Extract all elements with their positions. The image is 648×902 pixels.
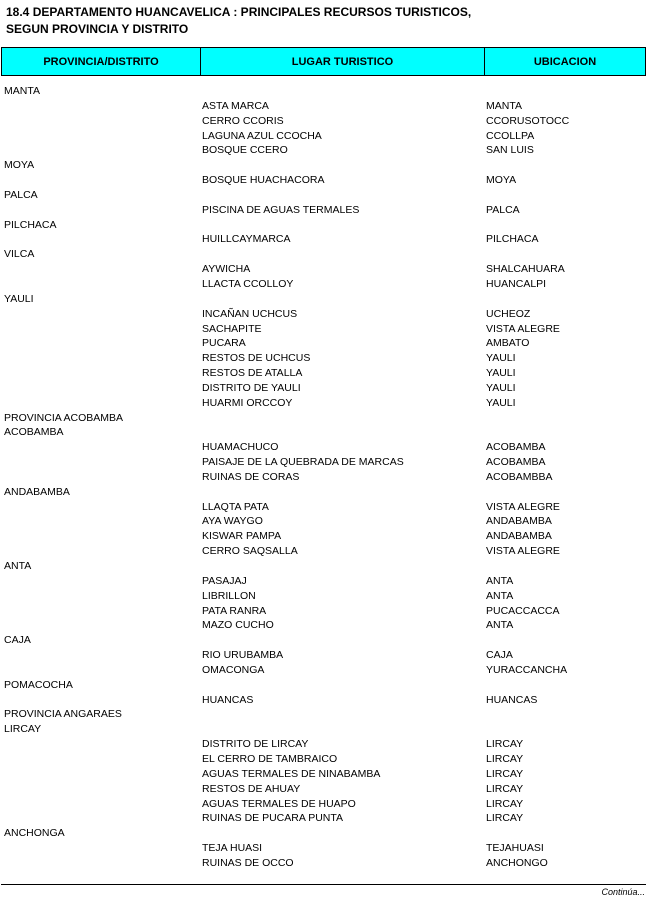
- cell-ubicacion: PILCHACA: [486, 233, 539, 246]
- cell-lugar: DISTRITO DE LIRCAY: [202, 738, 309, 751]
- table-row: [0, 826, 648, 841]
- cell-provincia: PALCA: [4, 188, 38, 201]
- cell-ubicacion: LIRCAY: [486, 738, 524, 751]
- table-row: [0, 158, 648, 173]
- table-row: [0, 574, 648, 589]
- table-row: [0, 767, 648, 782]
- table-row: [0, 856, 648, 871]
- cell-ubicacion: ANTA: [486, 574, 514, 587]
- cell-lugar: RESTOS DE ATALLA: [202, 367, 303, 380]
- table-row: [0, 559, 648, 574]
- table-row: [0, 351, 648, 366]
- cell-lugar: BOSQUE CCERO: [202, 144, 288, 157]
- cell-lugar: LLACTA CCOLLOY: [202, 277, 294, 290]
- cell-lugar: PATA RANRA: [202, 604, 267, 617]
- cell-ubicacion: YURACCANCHA: [486, 663, 568, 676]
- cell-lugar: PISCINA DE AGUAS TERMALES: [202, 203, 360, 216]
- cell-ubicacion: ANDABAMBA: [486, 530, 552, 543]
- cell-ubicacion: PUCACCACCA: [486, 604, 560, 617]
- cell-ubicacion: ACOBAMBBA: [486, 470, 553, 483]
- table-row: [0, 648, 648, 663]
- table-row: [0, 411, 648, 426]
- cell-lugar: EL CERRO DE TAMBRAICO: [202, 752, 338, 765]
- table-row: [0, 782, 648, 797]
- table-row: [0, 485, 648, 500]
- cell-provincia: PROVINCIA ACOBAMBA: [4, 411, 124, 424]
- cell-ubicacion: VISTA ALEGRE: [486, 322, 560, 335]
- table-row: [0, 173, 648, 188]
- cell-ubicacion: AMBATO: [486, 337, 530, 350]
- table-row: [0, 811, 648, 826]
- cell-provincia: PROVINCIA ANGARAES: [4, 708, 122, 721]
- cell-ubicacion: VISTA ALEGRE: [486, 545, 560, 558]
- cell-lugar: RESTOS DE AHUAY: [202, 782, 301, 795]
- cell-lugar: PASAJAJ: [202, 574, 247, 587]
- cell-ubicacion: ANDABAMBA: [486, 515, 552, 528]
- table-row: [0, 247, 648, 262]
- cell-provincia: PILCHACA: [4, 218, 57, 231]
- cell-lugar: RIO URUBAMBA: [202, 649, 284, 662]
- table-row: [0, 797, 648, 812]
- cell-lugar: ASTA MARCA: [202, 99, 269, 112]
- table-row: [0, 262, 648, 277]
- table-row: [0, 604, 648, 619]
- header-provincia: PROVINCIA/DISTRITO: [2, 48, 201, 75]
- cell-ubicacion: YAULI: [486, 352, 516, 365]
- cell-lugar: MAZO CUCHO: [202, 619, 274, 632]
- table-row: [0, 841, 648, 856]
- cell-lugar: RUINAS DE PUCARA PUNTA: [202, 812, 343, 825]
- cell-lugar: OMACONGA: [202, 663, 265, 676]
- table-row: [0, 203, 648, 218]
- cell-ubicacion: CCORUSOTOCC: [486, 114, 570, 127]
- cell-lugar: HUANCAS: [202, 693, 254, 706]
- table-row: [0, 678, 648, 693]
- table-row: [0, 188, 648, 203]
- cell-lugar: LLAQTA PATA: [202, 500, 269, 513]
- table-row: [0, 722, 648, 737]
- cell-ubicacion: ACOBAMBA: [486, 441, 546, 454]
- cell-ubicacion: SHALCAHUARA: [486, 263, 565, 276]
- cell-lugar: AYA WAYGO: [202, 515, 263, 528]
- cell-provincia: MOYA: [4, 159, 35, 172]
- table-row: [0, 544, 648, 559]
- table-row: [0, 366, 648, 381]
- cell-lugar: HUILLCAYMARCA: [202, 233, 291, 246]
- table-row: [0, 218, 648, 233]
- table-row: [0, 425, 648, 440]
- cell-ubicacion: VISTA ALEGRE: [486, 500, 560, 513]
- table-row: [0, 307, 648, 322]
- cell-lugar: CERRO SAQSALLA: [202, 545, 298, 558]
- cell-lugar: RUINAS DE CORAS: [202, 470, 300, 483]
- cell-lugar: INCAÑAN UCHCUS: [202, 307, 298, 320]
- table-row: [0, 470, 648, 485]
- table-row: [0, 143, 648, 158]
- cell-provincia: ANCHONGA: [4, 827, 65, 840]
- table-row: [0, 693, 648, 708]
- cell-provincia: POMACOCHA: [4, 678, 73, 691]
- table-body: [0, 84, 648, 871]
- cell-provincia: MANTA: [4, 85, 40, 97]
- table-row: [0, 707, 648, 722]
- table-row: [0, 396, 648, 411]
- table-row: [0, 500, 648, 515]
- cell-ubicacion: LIRCAY: [486, 752, 524, 765]
- page-title: [6, 4, 471, 38]
- cell-ubicacion: LIRCAY: [486, 767, 524, 780]
- cell-ubicacion: MOYA: [486, 174, 517, 187]
- cell-ubicacion: YAULI: [486, 367, 516, 380]
- cell-lugar: PUCARA: [202, 337, 246, 350]
- cell-ubicacion: UCHEOZ: [486, 307, 531, 320]
- cell-lugar: KISWAR PAMPA: [202, 530, 282, 543]
- table-row: [0, 277, 648, 292]
- table-row: [0, 232, 648, 247]
- cell-lugar: HUARMI ORCCOY: [202, 396, 293, 409]
- table-row: [0, 737, 648, 752]
- cell-ubicacion: MANTA: [486, 99, 522, 112]
- table-row: [0, 440, 648, 455]
- header-ubicacion: UBICACION: [533, 55, 597, 68]
- cell-provincia: ANTA: [4, 560, 32, 572]
- cell-lugar: TEJA HUASI: [202, 842, 263, 855]
- table-row: [0, 99, 648, 114]
- table-row: [0, 129, 648, 144]
- cell-provincia: VILCA: [4, 248, 35, 261]
- cell-ubicacion: YAULI: [486, 396, 516, 409]
- cell-ubicacion: LIRCAY: [486, 782, 524, 795]
- footer-divider: [1, 884, 646, 885]
- cell-lugar: RESTOS DE UCHCUS: [202, 352, 311, 365]
- header-lugar: LUGAR TURISTICO: [201, 48, 485, 75]
- cell-lugar: LAGUNA AZUL CCOCHA: [202, 129, 322, 142]
- table-row: [0, 84, 648, 99]
- continua-note: Continúa...: [601, 887, 645, 897]
- cell-ubicacion: SAN LUIS: [486, 144, 534, 157]
- cell-provincia: CAJA: [4, 634, 31, 647]
- cell-lugar: CERRO CCORIS: [202, 114, 284, 127]
- cell-lugar: PAISAJE DE LA QUEBRADA DE MARCAS: [202, 456, 404, 469]
- table-row: [0, 589, 648, 604]
- table-row: [0, 455, 648, 470]
- table-row: [0, 336, 648, 351]
- table-row: [0, 381, 648, 396]
- cell-ubicacion: HUANCALPI: [486, 277, 547, 290]
- cell-ubicacion: TEJAHUASI: [486, 842, 544, 855]
- table-row: [0, 292, 648, 307]
- cell-ubicacion: HUANCAS: [486, 693, 538, 706]
- table-row: [0, 752, 648, 767]
- cell-provincia: YAULI: [4, 292, 34, 305]
- cell-ubicacion: ANTA: [486, 589, 514, 602]
- cell-provincia: LIRCAY: [4, 723, 42, 736]
- table-row: [0, 618, 648, 633]
- table-header: [1, 47, 646, 76]
- cell-lugar: HUAMACHUCO: [202, 441, 279, 454]
- cell-ubicacion: CAJA: [486, 649, 513, 662]
- cell-provincia: ACOBAMBA: [4, 426, 64, 439]
- table-row: [0, 322, 648, 337]
- cell-ubicacion: LIRCAY: [486, 812, 524, 825]
- cell-ubicacion: CCOLLPA: [486, 129, 535, 142]
- table-row: [0, 114, 648, 129]
- cell-lugar: SACHAPITE: [202, 322, 262, 335]
- cell-lugar: RUINAS DE OCCO: [202, 856, 294, 869]
- title-line-1: 18.4 DEPARTAMENTO HUANCAVELICA : PRINCIPALES RECURSOS TURISTICOS,: [6, 5, 472, 19]
- cell-provincia: ANDABAMBA: [4, 485, 70, 498]
- cell-ubicacion: ANTA: [486, 619, 514, 632]
- table-row: [0, 514, 648, 529]
- table-row: [0, 633, 648, 648]
- cell-lugar: AGUAS TERMALES DE NINABAMBA: [202, 767, 381, 780]
- title-line-2: SEGUN PROVINCIA Y DISTRITO: [6, 22, 189, 36]
- cell-lugar: BOSQUE HUACHACORA: [202, 174, 325, 187]
- cell-lugar: DISTRITO DE YAULI: [202, 381, 301, 394]
- cell-ubicacion: ACOBAMBA: [486, 456, 546, 469]
- table-row: [0, 663, 648, 678]
- cell-lugar: AYWICHA: [202, 263, 251, 276]
- cell-ubicacion: ANCHONGO: [486, 856, 548, 869]
- cell-ubicacion: YAULI: [486, 381, 516, 394]
- table-row: [0, 529, 648, 544]
- cell-ubicacion: LIRCAY: [486, 797, 524, 810]
- cell-lugar: LIBRILLON: [202, 589, 256, 602]
- cell-lugar: AGUAS TERMALES DE HUAPO: [202, 797, 356, 810]
- cell-ubicacion: PALCA: [486, 203, 520, 216]
